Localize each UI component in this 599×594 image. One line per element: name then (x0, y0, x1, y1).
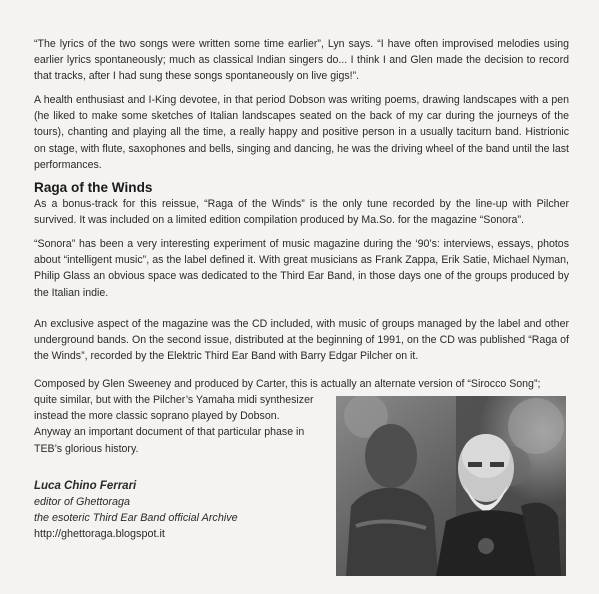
author-role: editor of Ghettoraga (34, 496, 131, 508)
paragraph-cd: An exclusive aspect of the magazine was the CD included, with music of groups managed by the label and other underground bands. On the second issue, distributed at the beginning of 1991, on the CD was published “Raga of the Winds”, recorded by the Elektric Third Ear Band with Barry Edgar Pilcher on it. (34, 318, 569, 363)
paragraph-sonora: “Sonora” has been a very interesting experiment of music magazine during the ‘90’s: interviews, essays, photos about “intelligent music”, as the label defined it. With great musicians as Frank Zappa, Erik Satie, Michael Nyman, Philip Glass an obvious space was dedicated to the Third Ear Band, in those days one of the groups produced by the Italian indie. (34, 238, 569, 299)
author-name: Luca Chino Ferrari (34, 480, 137, 492)
signature-block (34, 478, 238, 542)
section-heading: Raga of the Winds (34, 180, 153, 195)
paragraph-pilcher: quite similar, but with the Pilcher’s Yamaha midi synthesizer instead the more classic soprano played by Dobson. Anyway an important document of that particular phase in TEB’s glorious history. (34, 394, 314, 455)
paragraph-bonus-track: As a bonus-track for this reissue, “Raga of the Winds” is the only tune recorded by the line-up with Pilcher survived. It was included on a limited edition compilation produced by Ma.So. for the magazine “Sonora”. (34, 198, 569, 227)
archive-url[interactable]: http://ghettoraga.blogspot.it (34, 528, 165, 540)
band-photo (336, 396, 566, 576)
paragraph-dobson: A health enthusiast and I-King devotee, in that period Dobson was writing poems, drawing landscapes with a pen (he liked to make some sketches of Italian landscapes seated on the back of my car during the journeys of the tours), chanting and playing all the time, a really happy and positive person in a usually taciturn band. Histrionic on stage, with flute, saxophones and bells, singing and dancing, he was the driving wheel of the band until the last performances. (34, 94, 569, 171)
paragraph-composed: Composed by Glen Sweeney and produced by Carter, this is actually an alternate version of “Sirocco Song”; (34, 378, 541, 390)
paragraph-lyn-quote: “The lyrics of the two songs were written some time earlier”, Lyn says. “I have often improvised melodies using earlier lyrics spontaneously; much as classical Indian singers do... I think I and Glen made the decision to record that tracks, after I had sung these songs spontaneously on live gigs!”. (34, 38, 569, 83)
archive-name: the esoteric Third Ear Band official Archive (34, 512, 238, 524)
